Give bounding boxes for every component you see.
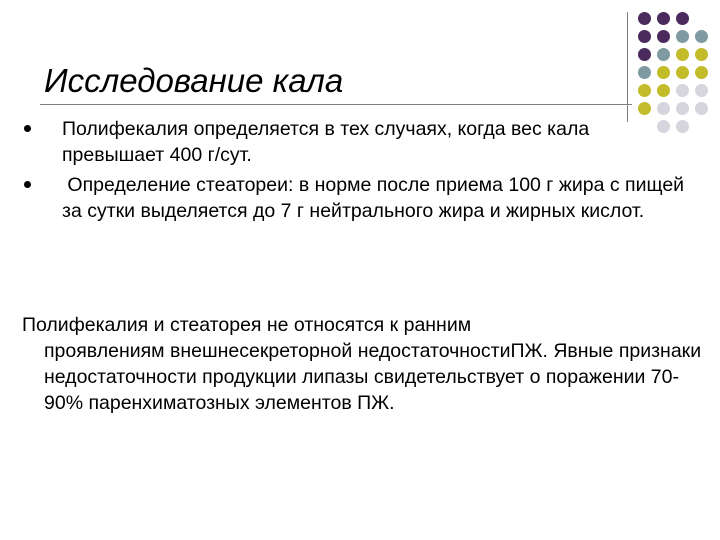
decor-dot: [657, 30, 670, 43]
decor-dot: [638, 48, 651, 61]
decor-dot: [657, 66, 670, 79]
paragraph-continuation: проявлениям внешнесекреторной недостаточностиПЖ. Явные признаки недостаточности продукции липазы свидетельствует о поражении 70-90% паренхиматозных элементов ПЖ.: [44, 340, 702, 414]
decor-dot: [695, 84, 708, 97]
bullet-dot-icon: [24, 125, 31, 132]
bullet-item: [22, 172, 692, 224]
decor-dot: [676, 66, 689, 79]
decor-dot: [638, 12, 651, 25]
decor-dot: [695, 48, 708, 61]
decor-dot: [657, 12, 670, 25]
decor-dot: [638, 30, 651, 43]
decor-dot: [676, 48, 689, 61]
body-paragraph: [22, 312, 702, 416]
paragraph-first-line: Полифекалия и стеаторея не относятся к ранним: [22, 314, 472, 336]
decor-dot: [695, 66, 708, 79]
decor-dot: [676, 12, 689, 25]
decor-dot: [676, 102, 689, 115]
slide-title: Исследование кала: [44, 62, 344, 99]
decor-dot: [695, 30, 708, 43]
vertical-rule: [627, 12, 628, 122]
decor-dot: [676, 84, 689, 97]
bullet-list: [22, 116, 692, 228]
decor-dot: [657, 84, 670, 97]
decor-dot: [695, 120, 708, 133]
decor-dot: [676, 30, 689, 43]
bullet-dot-icon: [24, 181, 31, 188]
bullet-text: Полифекалия определяется в тех случаях, когда вес кала превышает 400 г/сут.: [62, 118, 590, 166]
decor-dot: [695, 102, 708, 115]
decor-dot: [695, 12, 708, 25]
bullet-item: [22, 116, 692, 168]
title-underline: [40, 104, 632, 105]
decor-dot: [638, 102, 651, 115]
decor-dot: [657, 48, 670, 61]
decor-dot: [638, 84, 651, 97]
bullet-text: Определение стеатореи: в норме после приема 100 г жира с пищей за сутки выделяется до 7 г нейтрального жира и жирных кислот.: [62, 174, 690, 222]
decor-dot: [657, 102, 670, 115]
decor-dot: [638, 66, 651, 79]
